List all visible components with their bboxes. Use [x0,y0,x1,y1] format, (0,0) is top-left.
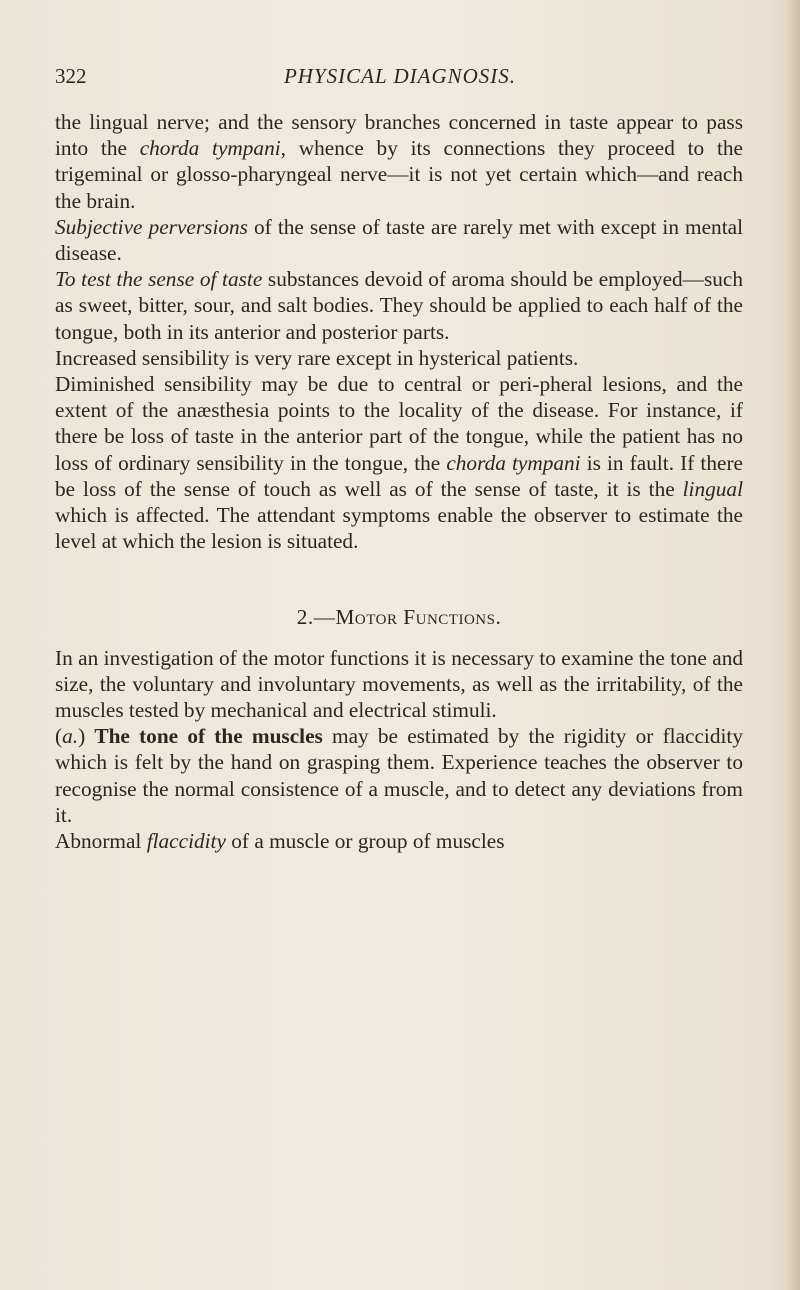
paragraph: the lingual nerve; and the sensory branches concerned in taste appear to pass into the chorda tympani, whence by its connections they proceed to the trigeminal or glosso-pharyngeal nerve—it is not yet certain which—and reach the brain. [55,110,743,213]
page-edge-shadow [786,0,800,1290]
paragraph: Subjective perversions of the sense of taste are rarely met with except in mental disease. [55,214,743,266]
page-header [55,64,745,94]
paragraph: (a.) The tone of the muscles may be estimated by the rigidity or flaccidity which is felt by the hand on grasping them. Experience teaches the observer to recognise the normal consistence of a muscle, and to detect any deviations from it. [55,724,743,827]
paragraph: To test the sense of taste substances devoid of aroma should be employed—such as sweet, bitter, sour, and salt bodies. They should be applied to each half of the tongue, both in its anterior and posterior parts. [55,267,744,344]
paragraph: Increased sensibility is very rare except in hysterical patients. [55,345,579,370]
body-text [55,109,743,854]
paragraph: In an investigation of the motor functions it is necessary to examine the tone and size, the voluntary and involuntary movements, as well as the irritability, of the muscles tested by mechanical and electrical stimuli. [55,645,743,723]
paragraph: Abnormal flaccidity of a muscle or group of muscles [55,829,505,854]
running-head: PHYSICAL DIAGNOSIS. [283,64,517,88]
page-number: 322 [55,64,87,88]
paragraph: Diminished sensibility may be due to central or peri-pheral lesions, and the extent of the anæsthesia points to the locality of the disease. For instance, if there be loss of taste in the anterior part of the tongue, while the patient has no loss of ordinary sensibility in the tongue, the chorda tympani is in fault. If there be loss of the sense of touch as well as of the sense of taste, it is the lingual which is affected. The attendant symptoms enable the observer to estimate the level at which the lesion is situated. [55,372,743,554]
section-heading: 2.—Motor Functions. [296,605,502,630]
